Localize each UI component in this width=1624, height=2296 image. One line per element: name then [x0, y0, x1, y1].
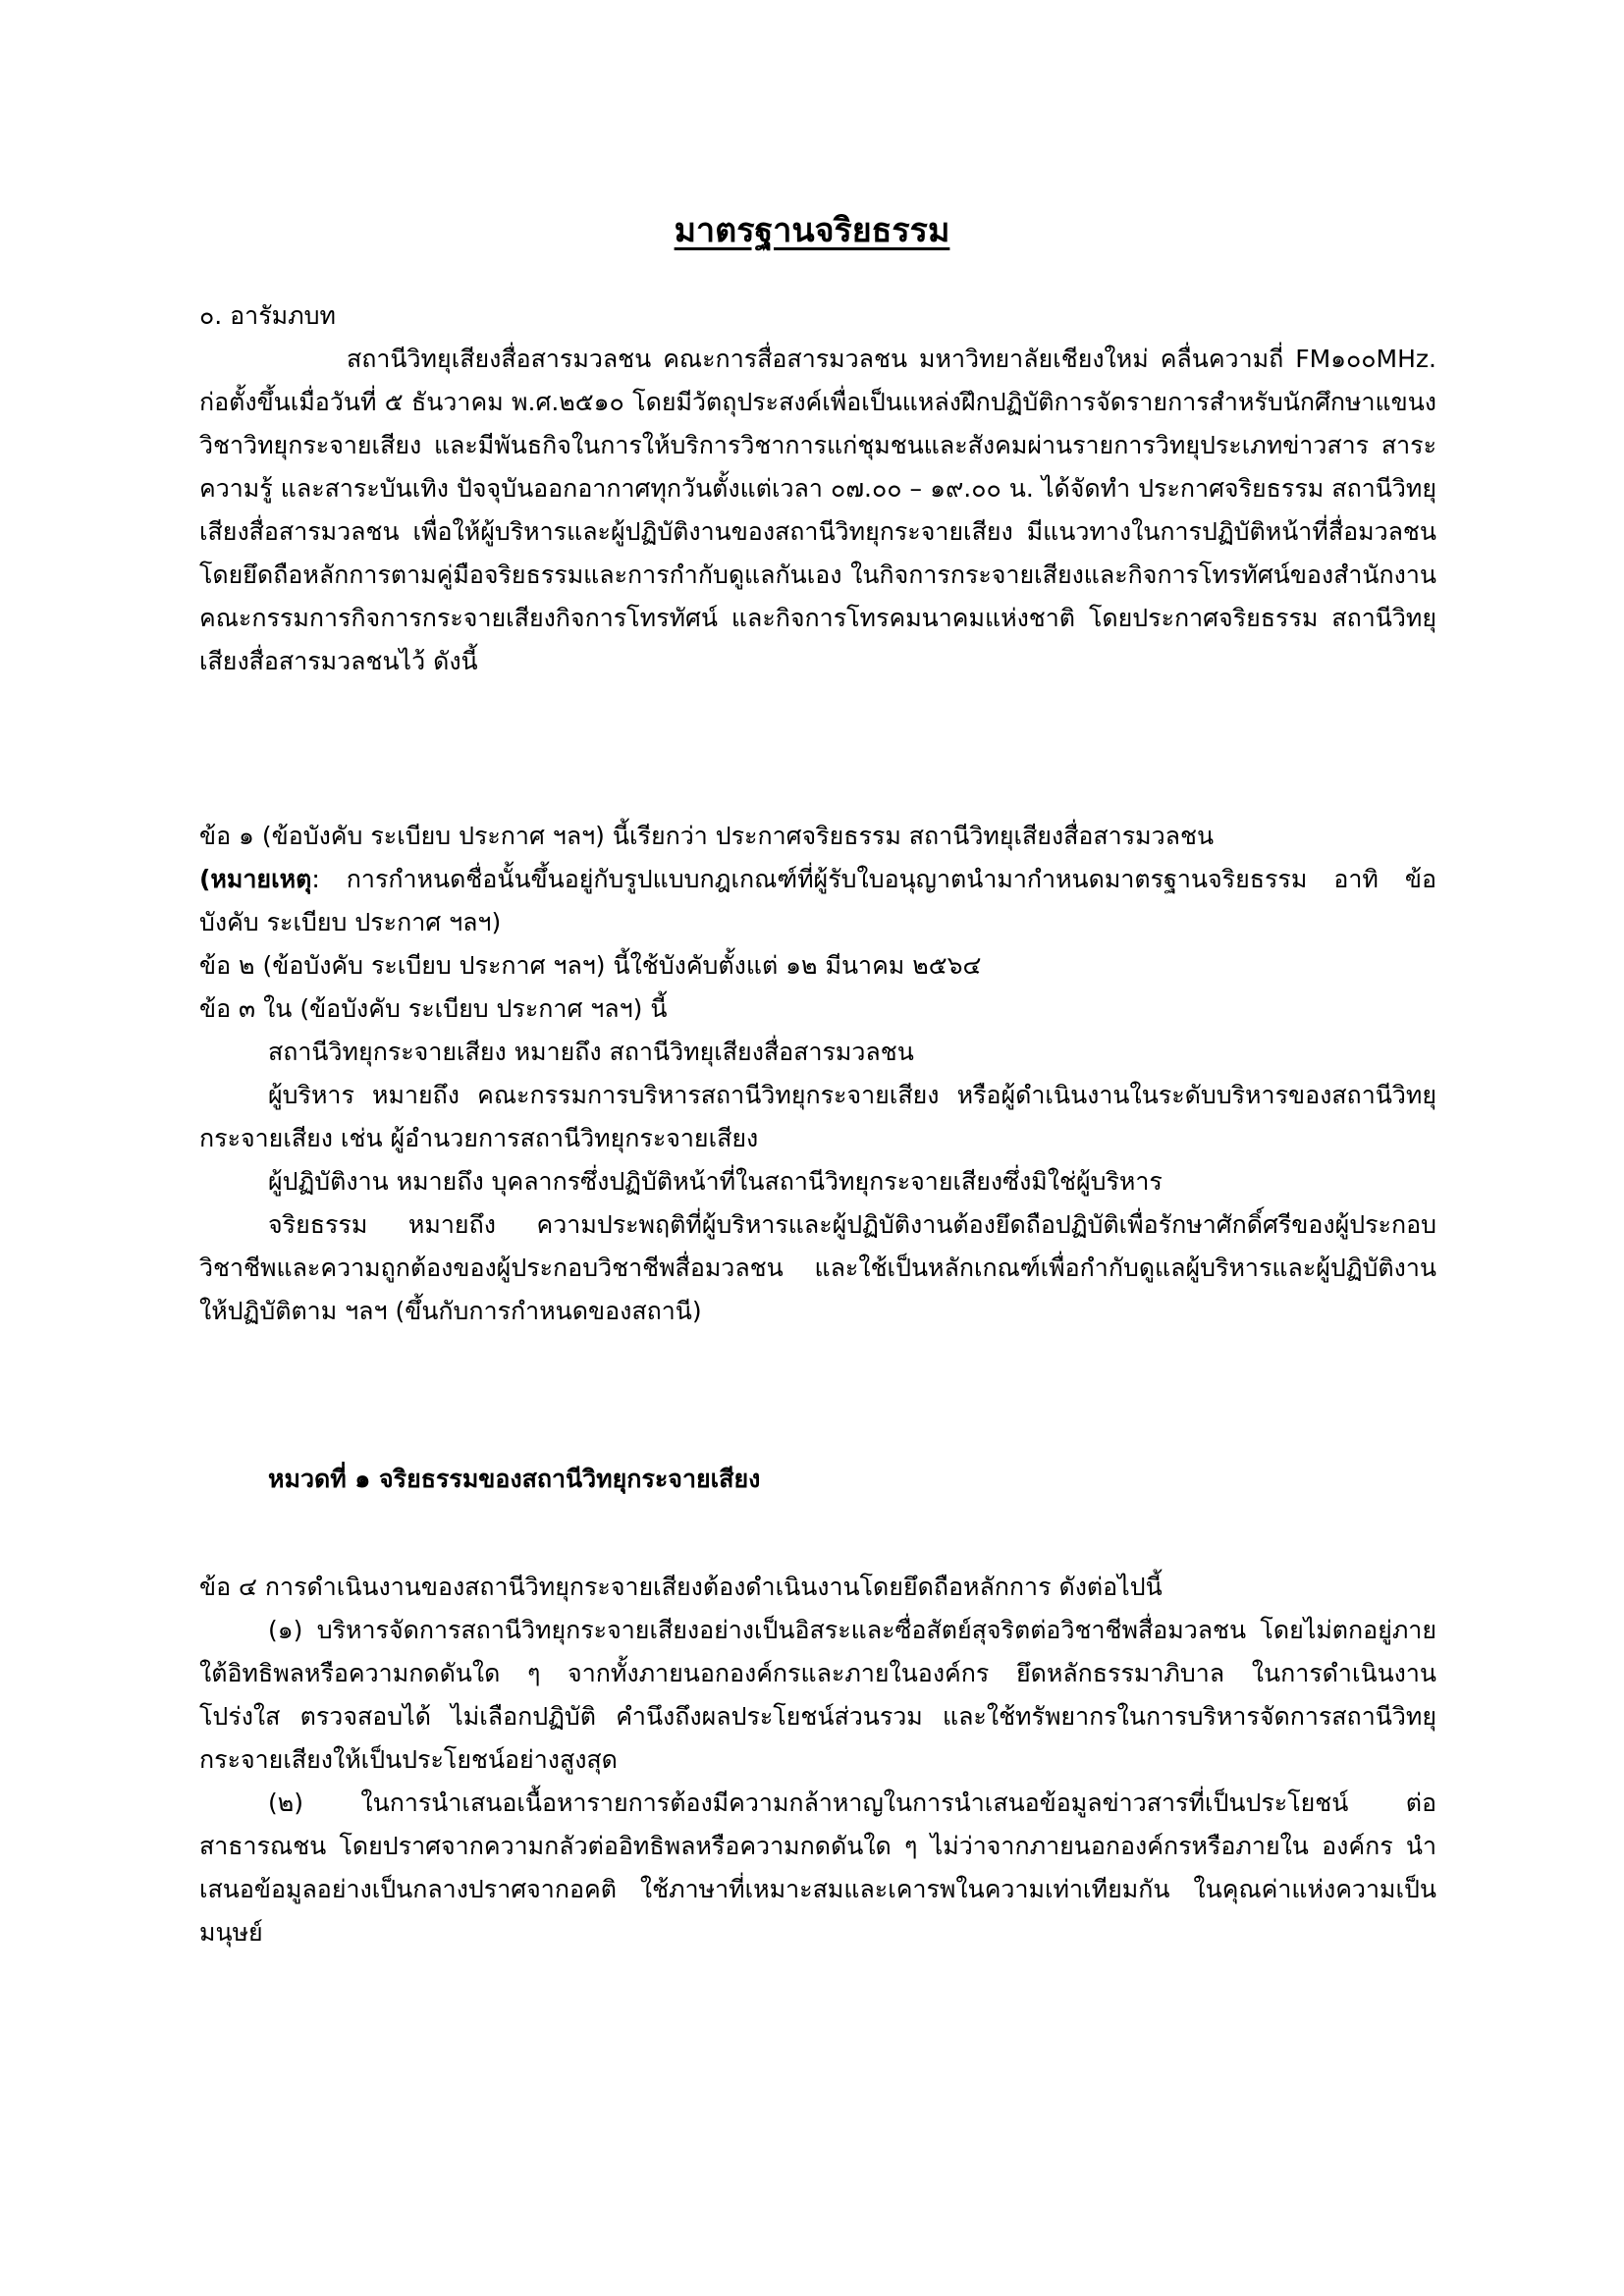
clause-4: ข้อ ๔ การดำเนินงานของสถานีวิทยุกระจายเสียงต้องดำเนินงานโดยยึดถือหลักการ ดังต่อไปนี้ — [199, 1573, 1163, 1601]
clause-4-item-1: (๑) บริหารจัดการสถานีวิทยุกระจายเสียงอย่างเป็นอิสระและซื่อสัตย์สุจริตต่อวิชาชีพสื่อมวลชน โดยไม่ตกอยู่ภายใต้อิทธิพลหรือความกดดันใด ๆ จากทั้งภายนอกองค์กรและภายในองค์กร ยึดหลักธรรมาภิบาล ในการดำเนินงาน โปร่งใส ตรวจสอบได้ ไม่เลือกปฏิบัติ คำนึงถึงผลประโยชน์ส่วนรวม และใช้ทรัพยากรในการบริหารจัดการสถานีวิทยุกระจายเสียงให้เป็นประโยชน์อย่างสูงสุด — [199, 1616, 1436, 1774]
definition-staff: ผู้ปฏิบัติงาน หมายถึง บุคลากรซึ่งปฏิบัติหน้าที่ในสถานีวิทยุกระจายเสียงซึ่งมิใช่ผู้บริหาร — [268, 1167, 1163, 1196]
page-title: มาตรฐานจริยธรรม — [674, 211, 950, 250]
chapter-1-heading: หมวดที่ ๑ จริยธรรมของสถานีวิทยุกระจายเสียง — [268, 1465, 761, 1493]
clause-2: ข้อ ๒ (ข้อบังคับ ระเบียบ ประกาศ ฯลฯ) นี้ใช้บังคับตั้งแต่ ๑๒ มีนาคม ๒๕๖๔ — [199, 951, 982, 980]
definition-station: สถานีวิทยุกระจายเสียง หมายถึง สถานีวิทยุเสียงสื่อสารมวลชน — [268, 1038, 914, 1066]
preamble-section — [199, 294, 1436, 683]
chapter-1-heading-wrap — [199, 1458, 1436, 1501]
note-label: (หมายเหตุ — [199, 865, 312, 893]
chapter-1-section — [199, 1566, 1436, 1954]
definitions-section — [199, 815, 1436, 1333]
clause-3: ข้อ ๓ ใน (ข้อบังคับ ระเบียบ ประกาศ ฯลฯ) นี้ — [199, 994, 668, 1023]
clause-1: ข้อ ๑ (ข้อบังคับ ระเบียบ ประกาศ ฯลฯ) นี้เรียกว่า ประกาศจริยธรรม สถานีวิทยุเสียงสื่อสารมวลชน — [199, 822, 1215, 850]
definition-admin: ผู้บริหาร หมายถึง คณะกรรมการบริหารสถานีวิทยุกระจายเสียง หรือผู้ดำเนินงานในระดับบริหารของสถานีวิทยุกระจายเสียง เช่น ผู้อำนวยการสถานีวิทยุกระจายเสียง — [199, 1081, 1436, 1152]
clause-1-note — [199, 858, 1436, 944]
note-text: : การกำหนดชื่อนั้นขึ้นอยู่กับรูปแบบกฎเกณฑ์ที่ผู้รับใบอนุญาตนำมากำหนดมาตรฐานจริยธรรม อาทิ ข้อบังคับ ระเบียบ ประกาศ ฯลฯ) — [199, 865, 1436, 936]
preamble-body: สถานีวิทยุเสียงสื่อสารมวลชน คณะการสื่อสารมวลชน มหาวิทยาลัยเชียงใหม่ คลื่นความถี่ FM๑๐๐MHz. ก่อตั้งขึ้นเมื่อวันที่ ๕ ธันวาคม พ.ศ.๒๕๑๐ โดยมีวัตถุประสงค์เพื่อเป็นแหล่งฝึกปฏิบัติการจัดรายการสำหรับนักศึกษาแขนงวิชาวิทยุกระจายเสียง และมีพันธกิจในการให้บริการวิชาการแก่ชุมชนและสังคมผ่านรายการวิทยุประเภทข่าวสาร สาระความรู้ และสาระบันเทิง ปัจจุบันออกอากาศทุกวันตั้งแต่เวลา ๐๗.๐๐ – ๑๙.๐๐ น. ได้จัดทำ ประกาศจริยธรรม สถานีวิทยุเสียงสื่อสารมวลชน เพื่อให้ผู้บริหารและผู้ปฏิบัติงานของสถานีวิทยุกระจายเสียง มีแนวทางในการปฏิบัติหน้าที่สื่อมวลชน โดยยึดถือหลักการตามคู่มือจริยธรรมและการกำกับดูแลกันเอง ในกิจการกระจายเสียงและกิจการโทรทัศน์ของสำนักงานคณะกรรมการกิจการกระจายเสียงกิจการโทรทัศน์ และกิจการโทรคมนาคมแห่งชาติ โดยประกาศจริยธรรม สถานีวิทยุเสียงสื่อสารมวลชนไว้ ดังนี้ — [199, 345, 1437, 675]
preamble-heading: ๐. อารัมภบท — [199, 301, 336, 330]
clause-4-item-2: (๒) ในการนำเสนอเนื้อหารายการต้องมีความกล้าหาญในการนำเสนอข้อมูลข่าวสารที่เป็นประโยชน์ ต่อสาธารณชน โดยปราศจากความกลัวต่ออิทธิพลหรือความกดดันใด ๆ ไม่ว่าจากภายนอกองค์กรหรือภายใน องค์กร นำเสนอข้อมูลอย่างเป็นกลางปราศจากอคติ ใช้ภาษาที่เหมาะสมและเคารพในความเท่าเทียมกัน ในคุณค่าแห่งความเป็นมนุษย์ — [199, 1789, 1436, 1947]
definition-ethics: จริยธรรม หมายถึง ความประพฤติที่ผู้บริหารและผู้ปฏิบัติงานต้องยึดถือปฏิบัติเพื่อรักษาศักดิ์ศรีของผู้ประกอบวิชาชีพและความถูกต้องของผู้ประกอบวิชาชีพสื่อมวลชน และใช้เป็นหลักเกณฑ์เพื่อกำกับดูแลผู้บริหารและผู้ปฏิบัติงานให้ปฏิบัติตาม ฯลฯ (ขึ้นกับการกำหนดของสถานี) — [199, 1210, 1436, 1325]
